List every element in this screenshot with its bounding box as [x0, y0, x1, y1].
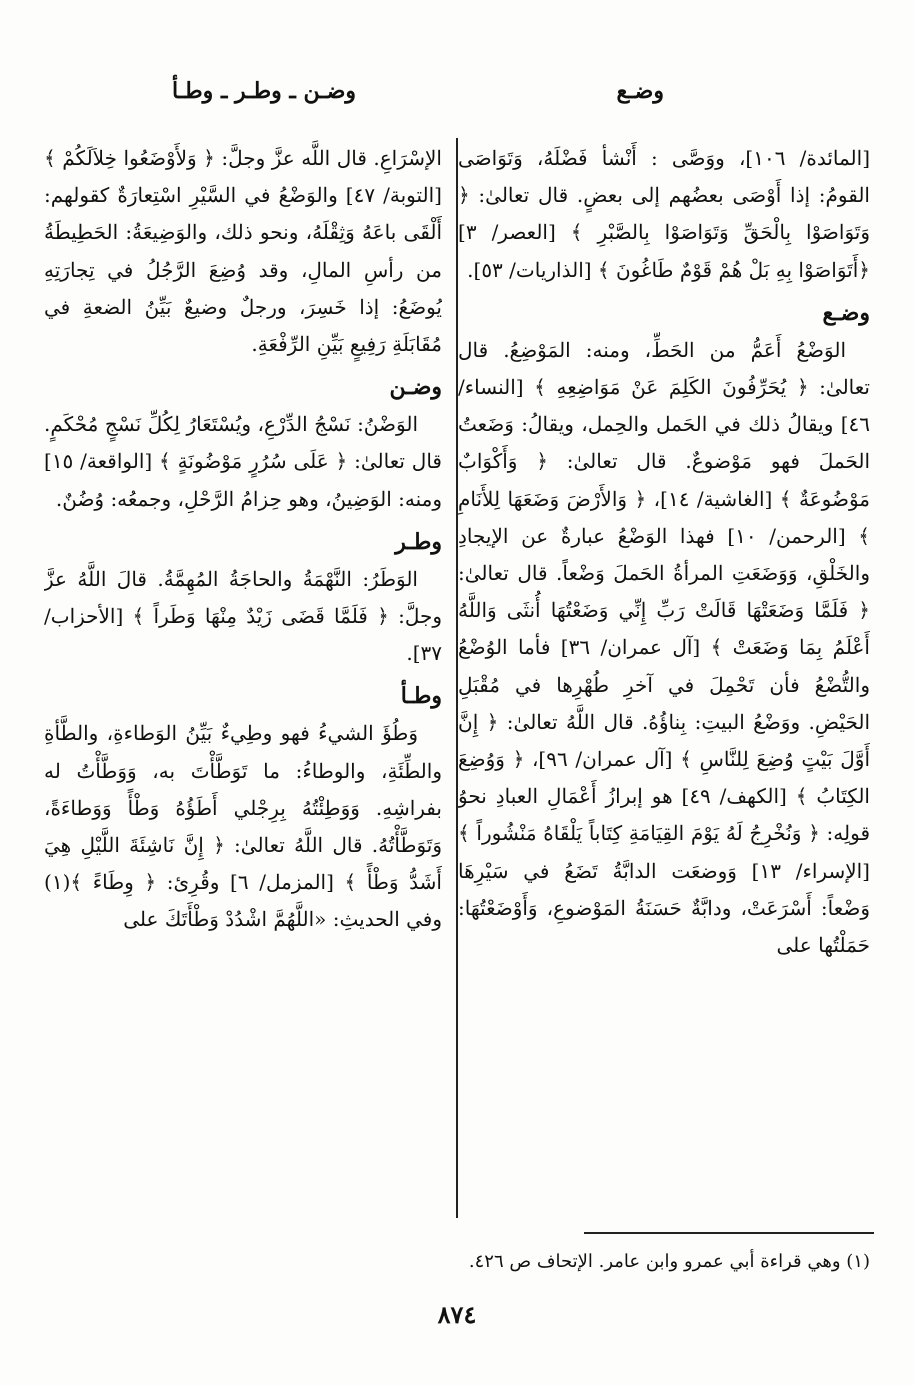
footnote-rule: [584, 1232, 874, 1234]
footnote: (١) وهي قراءة أبي عمرو وابن عامر. الإتحاف ص ٤٢٦.: [468, 1251, 870, 1272]
header-right-title: وضـع: [616, 78, 664, 104]
right-column: [458, 140, 870, 1232]
entry-heading-wada: وضـع: [822, 299, 870, 326]
left-column: [44, 140, 442, 1232]
header-left-title: وضـن ـ وطـر ـ وطـأ: [172, 78, 357, 104]
entry-text-wadan: الوَضْنُ: نَسْجُ الدِّرْعِ، ويُسْتَعَارُ لِكُلِّ نَسْجٍ مُحْكَمٍ. قال تعالىٰ: ﴿ عَلَى سُرُرٍ مَوْضُونَةٍ ﴾ [الواقعة/ ١٥] ومنه: الوَضِينُ، وهو حِزامُ الرَّحْلِ، وجمعُه: وُضُنٌ.: [44, 412, 442, 511]
entry-text-wada: الوَضْعُ أَعَمُّ من الحَطِّ، ومنه: المَوْضِعُ. قال تعالىٰ: ﴿ يُحَرِّفُونَ الكَلِمَ عَنْ مَوَاضِعِهِ ﴾ [النساء/ ٤٦] ويقالُ ذلك في الحَمل والحِمل، ويقالُ: وَضَعتُ الحَملَ فهو مَوْضوعٌ. قال تعالىٰ: ﴿ وَأَكْوَابٌ مَوْضُوعَةٌ ﴾ [الغاشية/ ١٤]، ﴿ وَالأَرْضَ وَضَعَهَا لِلأَنَامِ ﴾ [الرحمن/ ١٠] فهذا الوَضْعُ عبارةٌ عن الإيجادِ والخَلْقِ، وَوَضَعَتِ المرأةُ الحَملَ وَضْعاً. قال تعالىٰ: ﴿ فَلَمَّا وَضَعَتْهَا قَالَتْ رَبِّ إِنِّي وَضَعْتُهَا أُنثَى وَاللَّهُ أَعْلَمُ بِمَا وَضَعَتْ ﴾ [آل عمران/ ٣٦] فأما الوُضْعُ والتُّضْعُ فأن تَحْمِلَ في آخرِ طُهْرِها في مُقْبَلِ الحَيْضِ. ووَضْعُ البيتِ: بِناؤُهُ. قال اللَّهُ تعالىٰ: ﴿ إِنَّ أَوَّلَ بَيْتٍ وُضِعَ لِلنَّاسِ ﴾ [آل عمران/ ٩٦]، ﴿ وَوُضِعَ الكِتَابُ ﴾ [الكهف/ ٤٩] هو إبرازُ أَعْمَالِ العبادِ نحوُ قولِه: ﴿ وَنُخْرِجُ لَهُ يَوْمَ القِيَامَةِ كِتَاباً يَلْقَاهُ مَنْشُوراً ﴾ [الإسراء/ ١٣] وَوضعَت الدابَّةُ تَضَعُ في سَيْرِهَا وَضْعاً: أَسْرَعَتْ، ودابَّةٌ حَسَنَةُ المَوْضوعِ، وَأَوْضَعْتُهَا: حَمَلْتُها على: [458, 337, 870, 958]
right-column-intro: [المائدة/ ١٠٦]، ووَصَّى : أَنْشأ فَضْلَهُ، وَتَوَاصَى القومُ: إذا أَوْصَى بعضُهم إلى بعضٍ. قال تعالىٰ: ﴿ وَتَوَاصَوْا بِالْحَقِّ وَتَوَاصَوْا بِالصَّبْرِ ﴾ [العصر/ ٣] ﴿أَتَوَاصَوْا بِهِ بَلْ هُمْ قَوْمٌ طَاغُونَ ﴾ [الذاريات/ ٥٣].: [458, 146, 870, 282]
entry-text-wata: وَطُؤَ الشيءُ فهو وطِيءٌ بَيِّنُ الوَطاءةِ، والطَّأةِ والطِّئَةِ، والوطاءُ: ما تَوَطَّأْتَ به، وَوَطَّأْتُ له بفراشِهِ. وَوَطِئْتُهُ بِرِجْلي أَطَؤُهُ وَطْأً وَوَطاءَةً، وَتَوَطَّأْتُهُ. قال اللَّهُ تعالىٰ: ﴿ إِنَّ نَاشِئَةَ اللَّيْلِ هِيَ أَشَدُّ وَطْأً ﴾ [المزمل/ ٦] وقُرِئ: ﴿ وِطَاءً ﴾(١) وفي الحديثِ: «اللَّهُمَّ اشْدُدْ وَطْأَتَكَ على: [44, 721, 442, 932]
page-number: ٨٧٤: [437, 1300, 477, 1329]
column-divider: [456, 138, 458, 1218]
entry-heading-wadan: وضـن: [389, 374, 442, 401]
entry-text-watar: الوَطَرُ: النَّهْمَةُ والحاجَةُ المُهِمَّةُ. قالَ اللَّهُ عزَّ وجلَّ: ﴿ فَلَمَّا قَضَى زَيْدٌ مِنْهَا وَطَراً ﴾ [الأحزاب/ ٣٧].: [44, 566, 442, 666]
left-column-intro: الإسْرَاعِ. قال اللَّه عزَّ وجلَّ: ﴿ وَلأَوْضَعُوا خِلاَلَكُمْ ﴾ [التوبة/ ٤٧] والوَضْعُ في السَّيْرِ اسْتِعارَةٌ كقولهم: أَلْقَى باعَهُ وَثِقْلَهُ، ونحو ذلك، والوَضِيعَةُ: الحَطِيطَةُ من رأسِ المالِ، وقد وُضِعَ الرَّجُلُ في تِجارَتِهِ يُوضَعُ: إذا خَسِرَ، ورجلٌ وضيعٌ بَيِّنُ الضعةِ في مُقَابَلَةِ رَفِيعٍ بَيِّنِ الرِّفْعَةِ.: [44, 146, 442, 357]
entry-heading-wata: وطـأ: [400, 683, 442, 710]
running-header: [40, 78, 874, 118]
entry-heading-watar: وطـر: [395, 528, 442, 555]
